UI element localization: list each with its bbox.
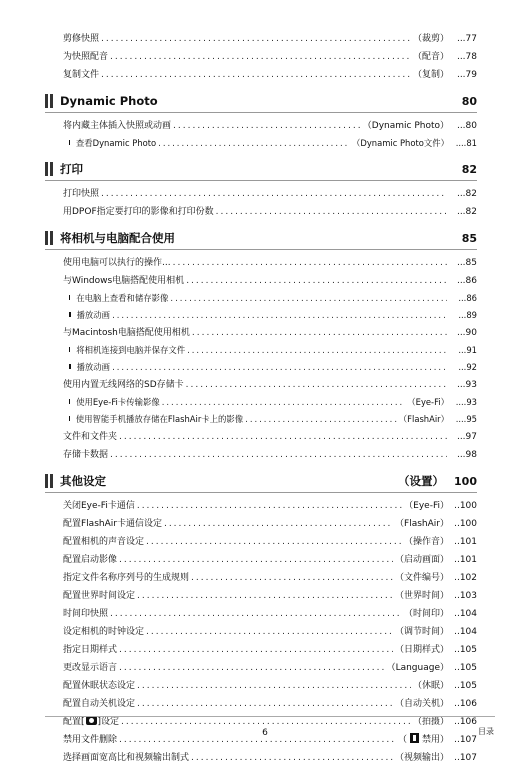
leader-dots <box>110 446 447 464</box>
leader-dots <box>101 66 411 84</box>
bullet-icon <box>69 364 71 369</box>
leader-dots <box>112 307 447 324</box>
leader-dots <box>173 117 361 135</box>
bullet-icon <box>69 347 70 352</box>
footer-divider <box>45 716 495 717</box>
leader-dots <box>119 551 393 569</box>
bullet-icon <box>69 295 70 300</box>
leader-dots <box>137 497 402 515</box>
leader-dots <box>245 411 397 428</box>
section-title: Dynamic Photo <box>60 94 158 108</box>
toc-entry[interactable]: 配置[ ]设定 ..... （拍摄） ..106 <box>45 713 477 731</box>
section-page: 82 <box>461 162 477 176</box>
toc-entry[interactable]: 配置FlashAir卡通信设定 ..... （FlashAir） ..100 <box>45 515 477 533</box>
toc-subentry[interactable]: 播放动画 ..... ...92 <box>45 359 477 376</box>
footer-section-label: 目录 <box>478 727 494 736</box>
leader-dots <box>191 569 393 587</box>
leader-dots <box>146 623 393 641</box>
toc-entry[interactable]: 配置休眠状态设定 ..... （休眠） ..105 <box>45 677 477 695</box>
toc-entry[interactable]: 更改显示语言 ..... （Language） ..105 <box>45 659 477 677</box>
toc-page <box>45 30 477 767</box>
leader-dots <box>119 641 393 659</box>
section-page: 85 <box>461 231 477 245</box>
toc-entry[interactable]: 设定相机的时钟设定 ..... （调节时间） ..104 <box>45 623 477 641</box>
leader-dots <box>191 749 393 767</box>
toc-entry[interactable]: 存储卡数据 ..... ...98 <box>45 446 477 464</box>
leader-dots <box>186 376 447 394</box>
toc-subentry[interactable]: 在电脑上查看和储存影像 ..... ...86 <box>45 290 477 307</box>
toc-subentry[interactable]: 将相机连接到电脑并保存文件 ..... ...91 <box>45 342 477 359</box>
section-title: 其他设定 <box>60 474 106 488</box>
section-page: 80 <box>461 94 477 108</box>
toc-entry[interactable]: 与Macintosh电脑搭配使用相机 ..... ...90 <box>45 324 477 342</box>
section-header-dynamic-photo[interactable] <box>45 90 477 113</box>
section-page: 100 <box>454 474 477 488</box>
leader-dots <box>137 587 393 605</box>
leader-dots <box>170 290 447 307</box>
toc-subentry[interactable]: 使用智能手机播放存储在FlashAir卡上的影像 ..... （FlashAir） ....95 <box>45 411 477 428</box>
section-marker-icon <box>45 162 54 176</box>
leader-dots <box>110 605 402 623</box>
leader-dots <box>112 359 447 376</box>
toc-entry[interactable]: 为快照配音 ..... （配音） ...78 <box>45 48 477 66</box>
toc-entry[interactable]: 使用电脑可以执行的操作... ..... ...85 <box>45 254 477 272</box>
section-title: 将相机与电脑配合使用 <box>60 231 175 245</box>
toc-entry[interactable]: 用DPOF指定要打印的影像和打印份数 ..... ...82 <box>45 203 477 221</box>
leader-dots <box>173 254 447 272</box>
leader-dots <box>137 695 393 713</box>
toc-entry[interactable]: 指定日期样式 ..... （日期样式） ..105 <box>45 641 477 659</box>
toc-entry[interactable]: 配置世界时间设定 ..... （世界时间） ..103 <box>45 587 477 605</box>
leader-dots <box>192 324 447 342</box>
leader-dots <box>216 203 447 221</box>
leader-dots <box>186 272 447 290</box>
section-marker-icon <box>45 474 54 488</box>
section-title: 打印 <box>60 162 83 176</box>
bullet-icon <box>69 140 70 145</box>
section-header-print[interactable] <box>45 158 477 181</box>
camera-icon <box>86 716 97 725</box>
section-marker-icon <box>45 231 54 245</box>
toc-subentry[interactable]: 查看Dynamic Photo ..... （Dynamic Photo文件） ....81 <box>45 135 477 152</box>
section-alt-title: （设置） <box>398 474 445 488</box>
toc-entry[interactable]: 与Windows电脑搭配使用相机 ..... ...86 <box>45 272 477 290</box>
page-number: 6 <box>262 728 268 738</box>
leader-dots <box>137 677 411 695</box>
leader-dots <box>162 394 406 411</box>
toc-entry[interactable]: 时间印快照 ..... （时间印） ..104 <box>45 605 477 623</box>
toc-entry[interactable]: 打印快照 ..... ...82 <box>45 185 477 203</box>
section-header-computer[interactable] <box>45 227 477 250</box>
toc-entry[interactable]: 指定文件名称序列号的生成规则 ..... （文件编号） ..102 <box>45 569 477 587</box>
toc-entry[interactable]: 选择画面宽高比和视频输出制式 ..... （视频输出） ..107 <box>45 749 477 767</box>
leader-dots <box>119 659 385 677</box>
bullet-icon <box>69 312 71 317</box>
toc-entry[interactable]: 剪修快照 ..... （裁剪） ...77 <box>45 30 477 48</box>
toc-entry[interactable]: 配置启动影像 ..... （启动画面） ..101 <box>45 551 477 569</box>
leader-dots <box>164 515 393 533</box>
toc-entry[interactable]: 关闭Eye-Fi卡通信 ..... （Eye-Fi） ..100 <box>45 497 477 515</box>
toc-subentry[interactable]: 播放动画 ..... ...89 <box>45 307 477 324</box>
leader-dots <box>119 428 447 446</box>
leader-dots <box>158 135 350 152</box>
toc-entry[interactable]: 使用内置无线网络的SD存储卡 ..... ...93 <box>45 376 477 394</box>
leader-dots <box>101 185 447 203</box>
bullet-icon <box>69 416 70 421</box>
toc-entry[interactable]: 文件和文件夹 ..... ...97 <box>45 428 477 446</box>
toc-entry[interactable]: 复制文件 ..... （复制） ...79 <box>45 66 477 84</box>
leader-dots <box>187 342 447 359</box>
section-marker-icon <box>45 94 54 108</box>
toc-entry[interactable]: 禁用文件删除 ..... （ 禁用） ..107 <box>45 731 477 749</box>
bullet-icon <box>69 399 70 404</box>
section-header-settings[interactable] <box>45 470 477 493</box>
toc-entry[interactable]: 配置相机的声音设定 ..... （操作音） ..101 <box>45 533 477 551</box>
toc-subentry[interactable]: 使用Eye-Fi卡传输影像 ..... （Eye-Fi） ....93 <box>45 394 477 411</box>
toc-entry[interactable]: 将内藏主体插入快照或动画 ..... （Dynamic Photo） ...80 <box>45 117 477 135</box>
leader-dots <box>101 30 411 48</box>
leader-dots <box>110 48 411 66</box>
leader-dots <box>146 533 402 551</box>
toc-entry[interactable]: 配置自动关机设定 ..... （自动关机） ..106 <box>45 695 477 713</box>
